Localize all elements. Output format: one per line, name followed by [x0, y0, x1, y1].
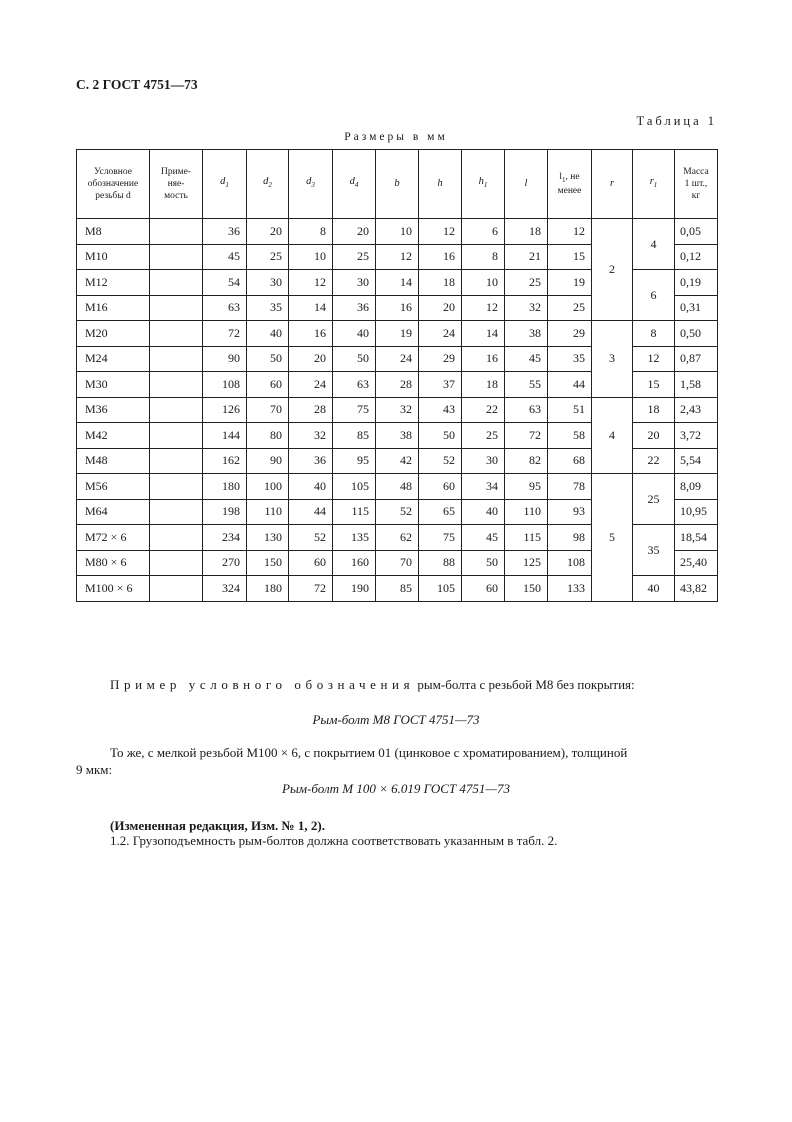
header-d1: $d_1$ [203, 150, 247, 219]
h1-cell: 6 [462, 219, 505, 245]
mass-cell: 0,05 [675, 219, 718, 245]
l-cell: 63 [505, 397, 548, 423]
applicability-cell [150, 525, 203, 551]
mass-cell: 0,50 [675, 321, 718, 347]
l-cell: 21 [505, 244, 548, 270]
d2-cell: 50 [247, 346, 289, 372]
thread-designation-cell: M30 [77, 372, 150, 398]
d2-cell: 180 [247, 576, 289, 602]
h-cell: 24 [419, 321, 462, 347]
mass-cell: 5,54 [675, 448, 718, 474]
b-cell: 12 [376, 244, 419, 270]
d3-cell: 20 [289, 346, 333, 372]
thread-designation-cell: M100 × 6 [77, 576, 150, 602]
d4-cell: 30 [333, 270, 376, 296]
r1-cell: 25 [633, 474, 675, 525]
header-l1: $l_1$, не менее [548, 150, 592, 219]
mass-cell: 0,12 [675, 244, 718, 270]
applicability-cell [150, 550, 203, 576]
applicability-cell [150, 270, 203, 296]
applicability-cell [150, 321, 203, 347]
l-cell: 38 [505, 321, 548, 347]
h1-cell: 25 [462, 423, 505, 449]
mass-cell: 8,09 [675, 474, 718, 500]
d2-cell: 60 [247, 372, 289, 398]
l-cell: 110 [505, 499, 548, 525]
l1-cell: 78 [548, 474, 592, 500]
h-cell: 52 [419, 448, 462, 474]
r-cell: 4 [592, 397, 633, 474]
example-designation-1: Рым-болт М8 ГОСТ 4751—73 [312, 712, 480, 727]
l1-cell: 15 [548, 244, 592, 270]
thread-designation-cell: M16 [77, 295, 150, 321]
h1-cell: 16 [462, 346, 505, 372]
d1-cell: 198 [203, 499, 247, 525]
example-rest: рым-болта с резьбой М8 без покрытия: [414, 677, 635, 692]
d4-cell: 36 [333, 295, 376, 321]
thread-designation-cell: M42 [77, 423, 150, 449]
d3-cell: 52 [289, 525, 333, 551]
applicability-cell [150, 423, 203, 449]
h-cell: 12 [419, 219, 462, 245]
r1-cell: 40 [633, 576, 675, 602]
l1-cell: 19 [548, 270, 592, 296]
b-cell: 16 [376, 295, 419, 321]
d2-cell: 110 [247, 499, 289, 525]
d1-cell: 90 [203, 346, 247, 372]
header-designation: Условное обозначение резьбы d [77, 150, 150, 219]
h-cell: 16 [419, 244, 462, 270]
d2-cell: 90 [247, 448, 289, 474]
d4-cell: 190 [333, 576, 376, 602]
d3-cell: 72 [289, 576, 333, 602]
l1-cell: 29 [548, 321, 592, 347]
h-cell: 105 [419, 576, 462, 602]
l1-cell: 44 [548, 372, 592, 398]
mass-cell: 10,95 [675, 499, 718, 525]
applicability-cell [150, 474, 203, 500]
h-cell: 65 [419, 499, 462, 525]
l-cell: 32 [505, 295, 548, 321]
h-cell: 20 [419, 295, 462, 321]
applicability-cell [150, 397, 203, 423]
d1-cell: 180 [203, 474, 247, 500]
example-designation-2: Рым-болт М 100 × 6.019 ГОСТ 4751—73 [282, 781, 510, 796]
b-cell: 48 [376, 474, 419, 500]
mass-cell: 1,58 [675, 372, 718, 398]
r1-cell: 12 [633, 346, 675, 372]
l-cell: 82 [505, 448, 548, 474]
header-h1: $h_1$ [462, 150, 505, 219]
d1-cell: 324 [203, 576, 247, 602]
h1-cell: 45 [462, 525, 505, 551]
header-l: l [505, 150, 548, 219]
dimensions-table [76, 149, 718, 602]
d4-cell: 135 [333, 525, 376, 551]
d2-cell: 25 [247, 244, 289, 270]
h1-cell: 18 [462, 372, 505, 398]
d1-cell: 54 [203, 270, 247, 296]
applicability-cell [150, 295, 203, 321]
d3-cell: 36 [289, 448, 333, 474]
mass-cell: 3,72 [675, 423, 718, 449]
b-cell: 70 [376, 550, 419, 576]
d4-cell: 85 [333, 423, 376, 449]
r1-cell: 22 [633, 448, 675, 474]
page-header: С. 2 ГОСТ 4751—73 [76, 77, 198, 92]
applicability-cell [150, 499, 203, 525]
l1-cell: 68 [548, 448, 592, 474]
l-cell: 55 [505, 372, 548, 398]
d2-cell: 100 [247, 474, 289, 500]
table-row [77, 321, 718, 347]
thread-designation-cell: M56 [77, 474, 150, 500]
d4-cell: 50 [333, 346, 376, 372]
header-d2: $d_2$ [247, 150, 289, 219]
h1-cell: 14 [462, 321, 505, 347]
table-row [77, 219, 718, 245]
r1-cell: 18 [633, 397, 675, 423]
d1-cell: 144 [203, 423, 247, 449]
b-cell: 85 [376, 576, 419, 602]
thread-designation-cell: M12 [77, 270, 150, 296]
mass-cell: 18,54 [675, 525, 718, 551]
l1-cell: 133 [548, 576, 592, 602]
h-cell: 60 [419, 474, 462, 500]
d3-cell: 44 [289, 499, 333, 525]
example-intro [110, 677, 635, 693]
l1-cell: 108 [548, 550, 592, 576]
table-row [77, 474, 718, 500]
d3-cell: 24 [289, 372, 333, 398]
d3-cell: 10 [289, 244, 333, 270]
d3-cell: 16 [289, 321, 333, 347]
mass-cell: 0,31 [675, 295, 718, 321]
b-cell: 10 [376, 219, 419, 245]
example-label: Пример условного обозначения [110, 677, 415, 692]
table-body [77, 219, 718, 602]
r-cell: 2 [592, 219, 633, 321]
applicability-cell [150, 372, 203, 398]
d1-cell: 63 [203, 295, 247, 321]
mass-cell: 0,87 [675, 346, 718, 372]
d4-cell: 75 [333, 397, 376, 423]
paragraph-2-line-2: 9 мкм: [76, 762, 113, 777]
header-mass: Масса 1 шт., кг [675, 150, 718, 219]
mass-cell: 0,19 [675, 270, 718, 296]
table-header-row [77, 150, 718, 219]
d1-cell: 36 [203, 219, 247, 245]
thread-designation-cell: M36 [77, 397, 150, 423]
d4-cell: 105 [333, 474, 376, 500]
d4-cell: 160 [333, 550, 376, 576]
h1-cell: 22 [462, 397, 505, 423]
d4-cell: 63 [333, 372, 376, 398]
l1-cell: 25 [548, 295, 592, 321]
d1-cell: 72 [203, 321, 247, 347]
h-cell: 18 [419, 270, 462, 296]
d1-cell: 234 [203, 525, 247, 551]
thread-designation-cell: M72 × 6 [77, 525, 150, 551]
thread-designation-cell: M20 [77, 321, 150, 347]
d1-cell: 108 [203, 372, 247, 398]
header-r: r [592, 150, 633, 219]
h1-cell: 8 [462, 244, 505, 270]
d4-cell: 95 [333, 448, 376, 474]
header-d4: $d_4$ [333, 150, 376, 219]
d1-cell: 162 [203, 448, 247, 474]
mass-cell: 25,40 [675, 550, 718, 576]
l-cell: 125 [505, 550, 548, 576]
r1-cell: 4 [633, 219, 675, 270]
d2-cell: 35 [247, 295, 289, 321]
units-caption: Размеры в мм [344, 131, 448, 143]
b-cell: 28 [376, 372, 419, 398]
l1-cell: 58 [548, 423, 592, 449]
h-cell: 43 [419, 397, 462, 423]
d1-cell: 126 [203, 397, 247, 423]
applicability-cell [150, 219, 203, 245]
header-d3: $d_3$ [289, 150, 333, 219]
thread-designation-cell: M80 × 6 [77, 550, 150, 576]
l-cell: 18 [505, 219, 548, 245]
applicability-cell [150, 576, 203, 602]
b-cell: 14 [376, 270, 419, 296]
h1-cell: 34 [462, 474, 505, 500]
h1-cell: 10 [462, 270, 505, 296]
b-cell: 62 [376, 525, 419, 551]
clause-1-2: 1.2. Грузоподъемность рым-болтов должна соответствовать указанным в табл. 2. [110, 833, 558, 848]
h1-cell: 40 [462, 499, 505, 525]
paragraph-2-line-1: То же, с мелкой резьбой М100 × 6, с покрытием 01 (цинковое с хроматированием), толщиной [110, 745, 628, 760]
header-b: b [376, 150, 419, 219]
d3-cell: 12 [289, 270, 333, 296]
header-applicability: Приме- няе- мость [150, 150, 203, 219]
d2-cell: 30 [247, 270, 289, 296]
d3-cell: 8 [289, 219, 333, 245]
d4-cell: 115 [333, 499, 376, 525]
d3-cell: 40 [289, 474, 333, 500]
d3-cell: 28 [289, 397, 333, 423]
applicability-cell [150, 346, 203, 372]
l-cell: 95 [505, 474, 548, 500]
r1-cell: 20 [633, 423, 675, 449]
d3-cell: 14 [289, 295, 333, 321]
l1-cell: 35 [548, 346, 592, 372]
h-cell: 37 [419, 372, 462, 398]
d1-cell: 45 [203, 244, 247, 270]
applicability-cell [150, 244, 203, 270]
b-cell: 19 [376, 321, 419, 347]
l1-cell: 93 [548, 499, 592, 525]
thread-designation-cell: M10 [77, 244, 150, 270]
d4-cell: 40 [333, 321, 376, 347]
revision-note: (Измененная редакция, Изм. № 1, 2). [110, 818, 325, 833]
d2-cell: 70 [247, 397, 289, 423]
d2-cell: 80 [247, 423, 289, 449]
b-cell: 38 [376, 423, 419, 449]
d3-cell: 32 [289, 423, 333, 449]
r1-cell: 8 [633, 321, 675, 347]
h1-cell: 30 [462, 448, 505, 474]
r1-cell: 15 [633, 372, 675, 398]
applicability-cell [150, 448, 203, 474]
r1-cell: 6 [633, 270, 675, 321]
b-cell: 24 [376, 346, 419, 372]
h-cell: 88 [419, 550, 462, 576]
table-label: Таблица 1 [636, 114, 717, 128]
header-r1: $r_1$ [633, 150, 675, 219]
h1-cell: 60 [462, 576, 505, 602]
l-cell: 72 [505, 423, 548, 449]
thread-designation-cell: M24 [77, 346, 150, 372]
l1-cell: 12 [548, 219, 592, 245]
mass-cell: 2,43 [675, 397, 718, 423]
l-cell: 150 [505, 576, 548, 602]
l1-cell: 51 [548, 397, 592, 423]
table-row [77, 397, 718, 423]
d2-cell: 150 [247, 550, 289, 576]
thread-designation-cell: M48 [77, 448, 150, 474]
d4-cell: 25 [333, 244, 376, 270]
d3-cell: 60 [289, 550, 333, 576]
h-cell: 50 [419, 423, 462, 449]
h1-cell: 50 [462, 550, 505, 576]
b-cell: 52 [376, 499, 419, 525]
r-cell: 5 [592, 474, 633, 602]
r-cell: 3 [592, 321, 633, 398]
d2-cell: 130 [247, 525, 289, 551]
h-cell: 29 [419, 346, 462, 372]
d2-cell: 40 [247, 321, 289, 347]
d4-cell: 20 [333, 219, 376, 245]
d1-cell: 270 [203, 550, 247, 576]
h-cell: 75 [419, 525, 462, 551]
l1-cell: 98 [548, 525, 592, 551]
l-cell: 25 [505, 270, 548, 296]
b-cell: 42 [376, 448, 419, 474]
l-cell: 45 [505, 346, 548, 372]
thread-designation-cell: M8 [77, 219, 150, 245]
b-cell: 32 [376, 397, 419, 423]
r1-cell: 35 [633, 525, 675, 576]
d2-cell: 20 [247, 219, 289, 245]
thread-designation-cell: M64 [77, 499, 150, 525]
mass-cell: 43,82 [675, 576, 718, 602]
l-cell: 115 [505, 525, 548, 551]
h1-cell: 12 [462, 295, 505, 321]
header-h: h [419, 150, 462, 219]
